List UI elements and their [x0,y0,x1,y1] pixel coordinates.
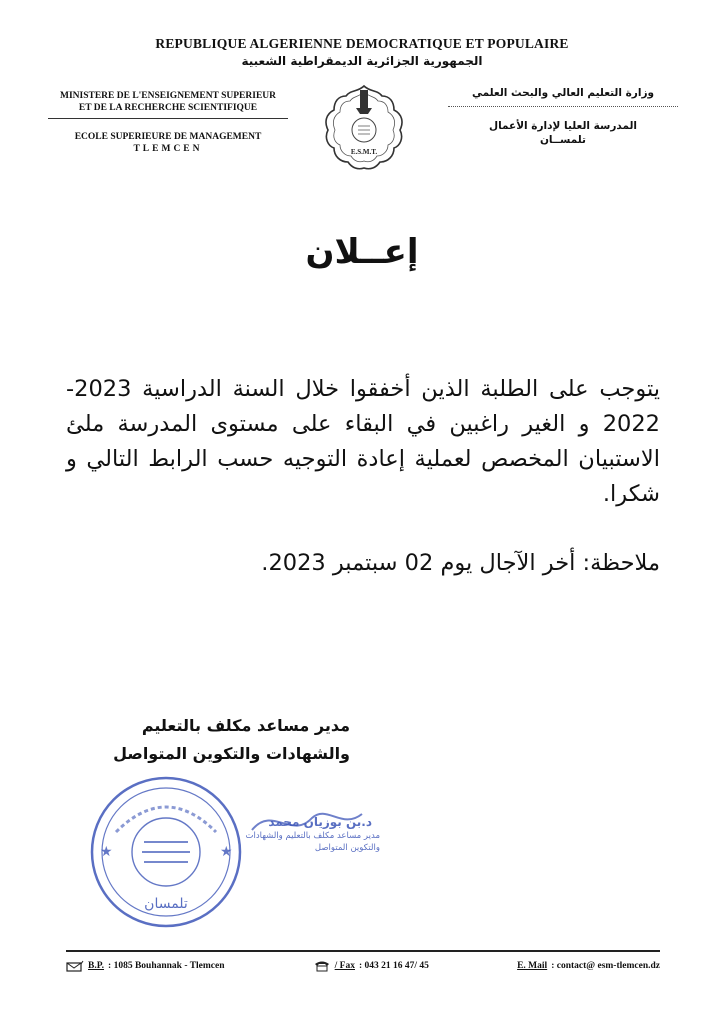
stamp-city-text: تلمسان [144,896,188,912]
ministry-block-fr [48,90,288,155]
mailbox-icon [66,960,84,972]
ministry-block-ar [448,86,678,147]
deadline-note: ملاحظة: أخر الآجال يوم 02 سبتمبر 2023. [261,550,660,576]
ministry-ar: وزارة التعليم العالي والبحث العلمي [448,86,678,107]
svg-text:★: ★ [100,844,113,860]
footer-email[interactable] [517,960,660,972]
footer-phone [313,960,429,972]
tel-value: : 043 21 16 47/ 45 [359,961,429,971]
signatory-title [90,712,350,768]
sign-stamp-role: مدير مساعد مكلف بالتعليم والشهادات والتكوين المتواصل [245,831,380,853]
logo-text: E.S.M.T. [350,148,378,156]
tel-label: / Fax [334,961,355,971]
school-emblem-icon [318,82,410,174]
signatory-line2: والشهادات والتكوين المتواصل [113,744,350,763]
sign-stamp-name: د.بن بوزيان محمد [268,815,372,829]
signature-stamp [232,800,382,870]
svg-text:★: ★ [220,844,233,860]
republic-title-ar: الجمهورية الجزائرية الديمقراطية الشعبية [241,54,483,68]
bp-value: : 1085 Bouhannak - Tlemcen [108,961,225,971]
phone-icon [313,960,331,972]
footer [66,960,660,972]
signatory-line1: مدير مساعد مكلف بالتعليم [141,716,350,735]
bp-label: B.P. [88,961,105,971]
official-stamp-icon [86,772,246,932]
republic-title-fr: REPUBLIQUE ALGERIENNE DEMOCRATIQUE ET POPULAIRE [155,36,569,51]
ministry-line1-fr: MINISTERE DE L'ENSEIGNEMENT SUPERIEUR [60,91,276,101]
school-name-ar: المدرسة العليا لإدارة الأعمال [488,120,638,132]
city-ar: تلمســان [539,134,587,146]
ministry-line2-fr: ET DE LA RECHERCHE SCIENTIFIQUE [48,102,288,119]
city-fr: TLEMCEN [133,144,203,154]
mail-value[interactable]: : contact@ esm-tlemcen.dz [551,961,660,971]
footer-address [66,960,225,972]
footer-divider [66,950,660,952]
announcement-title: إعــلان [305,232,419,272]
school-name-fr: ECOLE SUPERIEURE DE MANAGEMENT [74,132,262,142]
announcement-body: يتوجب على الطلبة الذين أخفقوا خلال السنة الدراسية 2023-2022 و الغير راغبين في البقاء على مستوى المدرسة ملئ الاستبيان المخصص لعملية إعادة التوجيه حسب الرابط التالي و شكرا. [66,376,660,507]
mail-label: E. Mail [517,961,548,971]
